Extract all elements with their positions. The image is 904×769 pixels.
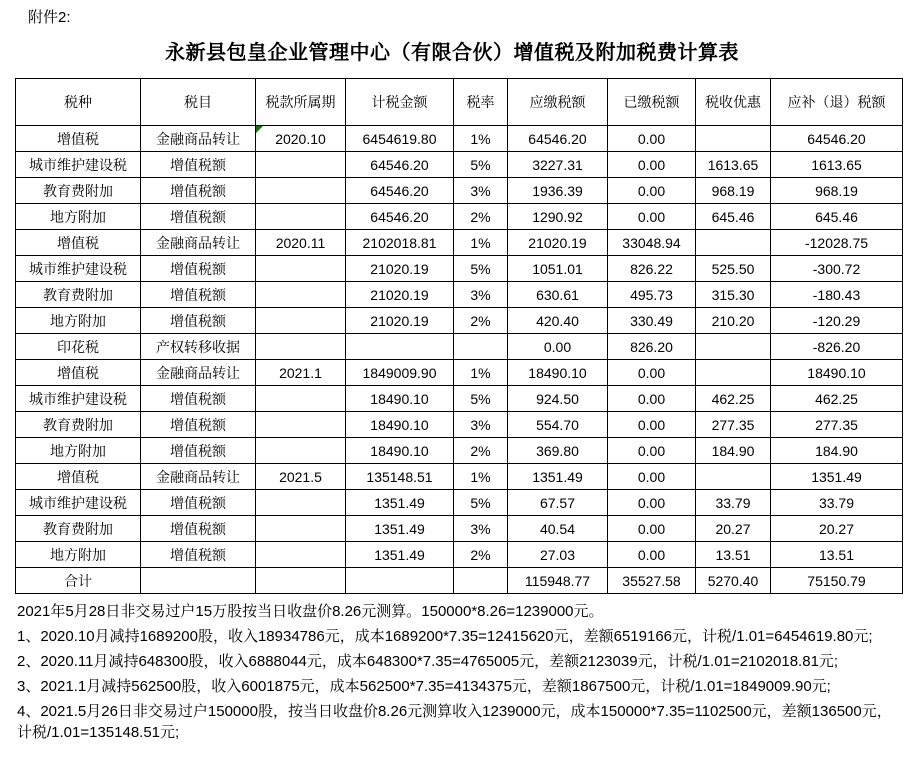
table-cell: 2021.1 [256, 360, 346, 386]
table-cell [256, 334, 346, 360]
table-cell [256, 308, 346, 334]
table-cell: 64546.20 [771, 126, 903, 152]
table-cell: 2% [454, 542, 508, 568]
table-cell: 增值税额 [141, 152, 256, 178]
table-cell: 420.40 [508, 308, 608, 334]
table-cell: 20.27 [771, 516, 903, 542]
table-cell: 2021.5 [256, 464, 346, 490]
table-cell: 630.61 [508, 282, 608, 308]
table-cell: 35527.58 [608, 568, 696, 594]
table-cell: 2% [454, 438, 508, 464]
table-cell: 1613.65 [771, 152, 903, 178]
note-line: 2021年5月28日非交易过户15万股按当日收盘价8.26元测算。150000*8.26=1239000元。 [17, 603, 604, 620]
column-header-tax-relief: 税收优惠 [696, 79, 771, 126]
table-cell: 1% [454, 230, 508, 256]
table-row [16, 542, 903, 568]
table-cell: 1613.65 [696, 152, 771, 178]
table-cell: 826.22 [608, 256, 696, 282]
table-cell: 地方附加 [16, 204, 141, 230]
table-row [16, 412, 903, 438]
header-row [16, 79, 903, 126]
column-header-tax-paid: 已缴税额 [608, 79, 696, 126]
table-row [16, 464, 903, 490]
table-row [16, 178, 903, 204]
table-row [16, 334, 903, 360]
table-cell: 75150.79 [771, 568, 903, 594]
table-cell: 33.79 [696, 490, 771, 516]
table-cell: 2% [454, 204, 508, 230]
table-row [16, 230, 903, 256]
table-cell: 64546.20 [346, 152, 454, 178]
column-header-tax-rate: 税率 [454, 79, 508, 126]
table-cell: 135148.51 [346, 464, 454, 490]
table-cell: 0.00 [608, 204, 696, 230]
table-cell: 合计 [16, 568, 141, 594]
table-cell: 地方附加 [16, 308, 141, 334]
table-row [16, 282, 903, 308]
table-cell: 40.54 [508, 516, 608, 542]
table-cell: 增值税额 [141, 204, 256, 230]
table-cell: -120.29 [771, 308, 903, 334]
table-cell: 城市维护建设税 [16, 490, 141, 516]
table-cell: 210.20 [696, 308, 771, 334]
table-cell: 增值税额 [141, 412, 256, 438]
column-header-tax-type: 税种 [16, 79, 141, 126]
table-cell: 13.51 [696, 542, 771, 568]
table-cell: 645.46 [696, 204, 771, 230]
table-cell: 印花税 [16, 334, 141, 360]
table-cell: 0.00 [608, 542, 696, 568]
table-cell: 5% [454, 152, 508, 178]
table-cell: 增值税额 [141, 282, 256, 308]
table-cell: 525.50 [696, 256, 771, 282]
table-cell: 21020.19 [508, 230, 608, 256]
table-row [16, 490, 903, 516]
table-cell: 1290.92 [508, 204, 608, 230]
table-cell: 5270.40 [696, 568, 771, 594]
table-cell: 增值税额 [141, 386, 256, 412]
table-cell: 33048.94 [608, 230, 696, 256]
table-cell: 968.19 [771, 178, 903, 204]
table-cell: 64546.20 [346, 178, 454, 204]
table-cell [256, 282, 346, 308]
table-cell: 184.90 [771, 438, 903, 464]
table-cell: 3% [454, 282, 508, 308]
table-cell: 5% [454, 386, 508, 412]
table-cell [454, 334, 508, 360]
table-cell: 0.00 [508, 334, 608, 360]
table-cell: 554.70 [508, 412, 608, 438]
table-cell: 21020.19 [346, 282, 454, 308]
table-cell [256, 438, 346, 464]
table-cell [256, 412, 346, 438]
table-cell: 968.19 [696, 178, 771, 204]
table-header [16, 79, 903, 126]
table-cell [256, 516, 346, 542]
table-cell [256, 542, 346, 568]
table-cell [256, 568, 346, 594]
table-cell: 增值税额 [141, 438, 256, 464]
table-cell: -12028.75 [771, 230, 903, 256]
table-cell: 826.20 [608, 334, 696, 360]
column-header-taxable-amount: 计税金额 [346, 79, 454, 126]
table-cell: 18490.10 [508, 360, 608, 386]
table-row [16, 438, 903, 464]
table-row [16, 152, 903, 178]
table-cell: 1351.49 [346, 490, 454, 516]
table-cell: 20.27 [696, 516, 771, 542]
table-cell: 增值税额 [141, 516, 256, 542]
table-cell: -826.20 [771, 334, 903, 360]
table-cell: 18490.10 [346, 412, 454, 438]
table-cell: 67.57 [508, 490, 608, 516]
table-cell: 21020.19 [346, 308, 454, 334]
attachment-label: 附件2: [28, 9, 71, 26]
table-cell [256, 256, 346, 282]
table-cell: 21020.19 [346, 256, 454, 282]
table-cell: 产权转移收据 [141, 334, 256, 360]
table-row [16, 256, 903, 282]
table-cell: 1351.49 [771, 464, 903, 490]
table-cell: 增值税额 [141, 256, 256, 282]
table-cell: 462.25 [696, 386, 771, 412]
table-cell: 1351.49 [508, 464, 608, 490]
table-cell: 3227.31 [508, 152, 608, 178]
table-cell: 2020.11 [256, 230, 346, 256]
table-row [16, 360, 903, 386]
table-cell: 教育费附加 [16, 516, 141, 542]
table-body [16, 126, 903, 594]
table-cell: 369.80 [508, 438, 608, 464]
table-cell: 增值税 [16, 230, 141, 256]
table-cell: 教育费附加 [16, 282, 141, 308]
table-row [16, 126, 903, 152]
note-line: 1、2020.10月减持1689200股，收入18934786元，成本1689200*7.35=12415620元，差额6519166元，计税/1.01=6454619.80元; [17, 628, 873, 645]
table-cell: 2% [454, 308, 508, 334]
table-cell: 5% [454, 490, 508, 516]
table-cell: 增值税 [16, 360, 141, 386]
table-cell: 1% [454, 126, 508, 152]
table-cell: 33.79 [771, 490, 903, 516]
table-cell: 18490.10 [771, 360, 903, 386]
table-cell: 64546.20 [508, 126, 608, 152]
table-cell [696, 230, 771, 256]
table-cell: 城市维护建设税 [16, 256, 141, 282]
table-cell: 277.35 [696, 412, 771, 438]
table-cell: 18490.10 [346, 438, 454, 464]
table-cell: 1351.49 [346, 516, 454, 542]
table-cell [346, 568, 454, 594]
table-cell: 1849009.90 [346, 360, 454, 386]
table-cell: 18490.10 [346, 386, 454, 412]
table-cell: 3% [454, 178, 508, 204]
table-cell: 645.46 [771, 204, 903, 230]
table-cell: 0.00 [608, 126, 696, 152]
table-cell: 184.90 [696, 438, 771, 464]
table-cell: 3% [454, 412, 508, 438]
table-cell: 115948.77 [508, 568, 608, 594]
note-line: 4、2021.5月26日非交易过户150000股，按当日收盘价8.26元测算收入1239000元，成本150000*7.35=1102500元，差额136500元，计税/1.01=135148.51元; [17, 703, 892, 741]
table-cell: 0.00 [608, 152, 696, 178]
table-cell: 地方附加 [16, 438, 141, 464]
column-header-tax-item: 税目 [141, 79, 256, 126]
note-line: 3、2021.1月减持562500股，收入6001875元，成本562500*7.35=4134375元，差额1867500元，计税/1.01=1849009.90元; [17, 678, 831, 695]
table-cell: 0.00 [608, 178, 696, 204]
table-cell: 1351.49 [346, 542, 454, 568]
table-cell: 330.49 [608, 308, 696, 334]
notes [17, 601, 896, 743]
table-row [16, 516, 903, 542]
table-cell: 0.00 [608, 438, 696, 464]
table-cell: 1936.39 [508, 178, 608, 204]
table-cell: 城市维护建设税 [16, 386, 141, 412]
page-title: 永新县包皇企业管理中心（有限合伙）增值税及附加税费计算表 [165, 42, 739, 64]
table-cell: 495.73 [608, 282, 696, 308]
table-cell: 2102018.81 [346, 230, 454, 256]
table-cell: 6454619.80 [346, 126, 454, 152]
table-cell: 924.50 [508, 386, 608, 412]
table-row [16, 308, 903, 334]
table-cell: 金融商品转让 [141, 360, 256, 386]
table-cell: 3% [454, 516, 508, 542]
table-cell: 277.35 [771, 412, 903, 438]
table-cell: 增值税 [16, 464, 141, 490]
table-cell: 27.03 [508, 542, 608, 568]
table-cell: 教育费附加 [16, 178, 141, 204]
table-cell: 0.00 [608, 490, 696, 516]
table-cell [141, 568, 256, 594]
table-cell: 0.00 [608, 464, 696, 490]
table-cell: 462.25 [771, 386, 903, 412]
table-cell: 1% [454, 360, 508, 386]
table-cell: 315.30 [696, 282, 771, 308]
table-cell: 增值税额 [141, 542, 256, 568]
table-cell: 增值税额 [141, 490, 256, 516]
column-header-tax-payable: 应缴税额 [508, 79, 608, 126]
table-cell: 金融商品转让 [141, 464, 256, 490]
table-cell [696, 334, 771, 360]
table-row [16, 204, 903, 230]
table-cell [256, 204, 346, 230]
table-cell [256, 386, 346, 412]
table-cell: 0.00 [608, 360, 696, 386]
table-cell: 0.00 [608, 412, 696, 438]
table-cell: 1051.01 [508, 256, 608, 282]
table-cell: 增值税额 [141, 178, 256, 204]
column-header-tax-due-refund: 应补（退）税额 [771, 79, 903, 126]
table-cell: -300.72 [771, 256, 903, 282]
table-cell [454, 568, 508, 594]
table-cell: 1% [454, 464, 508, 490]
table-cell: 金融商品转让 [141, 230, 256, 256]
table-cell: 地方附加 [16, 542, 141, 568]
table-cell: 城市维护建设税 [16, 152, 141, 178]
table-cell: 64546.20 [346, 204, 454, 230]
cell-corner-marker-icon [256, 126, 263, 133]
table-cell: 增值税 [16, 126, 141, 152]
table-cell [256, 490, 346, 516]
table-cell: 增值税额 [141, 308, 256, 334]
tax-calculation-table [15, 78, 903, 594]
table-cell [696, 126, 771, 152]
note-line: 2、2020.11月减持648300股，收入6888044元，成本648300*7.35=4765005元，差额2123039元，计税/1.01=2102018.81元; [17, 653, 839, 670]
table-cell: 2020.10 [256, 126, 346, 152]
table-row [16, 386, 903, 412]
table-cell [346, 334, 454, 360]
column-header-tax-period: 税款所属期 [256, 79, 346, 126]
table-cell [696, 360, 771, 386]
table-cell: -180.43 [771, 282, 903, 308]
table-cell: 0.00 [608, 386, 696, 412]
table-cell: 13.51 [771, 542, 903, 568]
table-cell: 5% [454, 256, 508, 282]
table-cell [696, 464, 771, 490]
table-cell: 教育费附加 [16, 412, 141, 438]
table-row [16, 568, 903, 594]
table-cell: 金融商品转让 [141, 126, 256, 152]
table-cell [256, 152, 346, 178]
table-cell [256, 178, 346, 204]
table-cell: 0.00 [608, 516, 696, 542]
